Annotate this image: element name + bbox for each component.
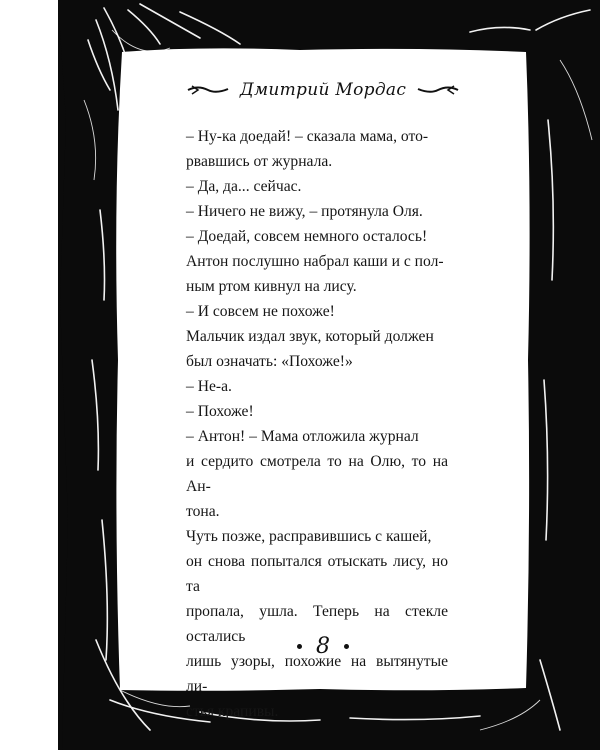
text-line: – Похоже!: [186, 403, 254, 420]
text-line: пропала, ушла. Теперь на стекле остались: [186, 603, 448, 645]
bullet-icon: [344, 644, 349, 649]
text-line: стья крапивы.: [186, 703, 279, 720]
text-line: – Ничего не вижу, – протянула Оля.: [186, 203, 423, 220]
text-line: тона.: [186, 503, 220, 520]
text-line: Мальчик издал звук, который должен: [186, 328, 434, 345]
text-line: лишь узоры, похожие на вытянутые ли-: [186, 653, 448, 695]
text-line: Антон послушно набрал каши и с пол-: [186, 253, 444, 270]
text-line: и сердито смотрела то на Олю, то на Ан-: [186, 453, 448, 495]
bullet-icon: [297, 644, 302, 649]
text-line: – Да, да... сейчас.: [186, 178, 302, 195]
text-line: – Доедай, совсем немного осталось!: [186, 228, 428, 245]
text-line: он снова попытался отыскать лису, но та: [186, 553, 448, 595]
text-line: – Ну-ка доедай! – сказала мама, ото-: [186, 128, 429, 145]
author-name: Дмитрий Мордас: [239, 80, 407, 100]
running-header: [118, 80, 528, 100]
page-number: 8: [316, 634, 330, 659]
text-line: – И совсем не похоже!: [186, 303, 335, 320]
text-line: ным ртом кивнул на лису.: [186, 278, 357, 295]
text-line: был означать: «Похоже!»: [186, 353, 353, 370]
left-flourish-icon: [186, 83, 230, 97]
text-line: – Не-а.: [186, 378, 232, 395]
right-flourish-icon: [416, 83, 460, 97]
page-number-footer: [118, 634, 528, 659]
text-line: Чуть позже, расправившись с кашей,: [186, 528, 432, 545]
text-line: рвавшись от журнала.: [186, 153, 333, 170]
text-line: – Антон! – Мама отложила журнал: [186, 428, 419, 445]
